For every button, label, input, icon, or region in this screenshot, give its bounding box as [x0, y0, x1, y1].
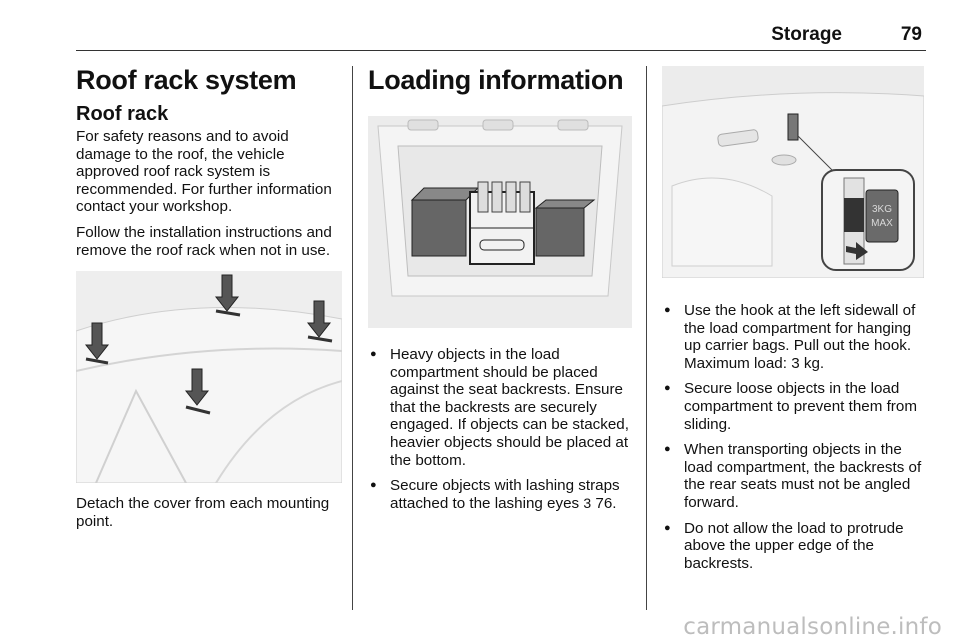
section-title: Storage: [771, 24, 842, 45]
page-reference-arrow-icon: 3: [583, 494, 592, 511]
detach-cover-caption: Detach the cover from each mounting point.: [76, 495, 330, 530]
list-item: ● Secure loose objects in the load compartment to prevent them from sliding.: [662, 380, 928, 433]
sidewall-hook-illustration: [662, 66, 924, 278]
roof-rack-system-heading: Roof rack system: [76, 65, 297, 95]
load-compartment-drawing: [368, 116, 632, 328]
column-hook-information: [662, 64, 928, 580]
column-divider-1: [352, 66, 353, 610]
page-number: 79: [900, 24, 922, 45]
hook-max-label-bottom: MAX: [871, 218, 893, 229]
column-roof-rack: [76, 64, 342, 538]
roof-rack-subheading: Roof rack: [76, 103, 169, 125]
column-divider-2: [646, 66, 647, 610]
loading-bullet-list: [368, 346, 632, 512]
lashing-straps-text: Secure objects with lashing straps attached to the lashing eyes: [390, 477, 620, 512]
list-item: [368, 477, 632, 512]
roof-rack-illustration: [76, 271, 342, 483]
sidewall-hook-drawing: [662, 66, 924, 278]
column-loading-information: [368, 64, 632, 520]
roof-rack-drawing: [76, 271, 342, 483]
page-reference-number[interactable]: 76.: [595, 494, 617, 512]
list-item: ● Heavy objects in the load compartment should be placed against the seat backrests. Ensure that the backrests are securely engaged. If objects can be stacked, heavier objects should be placed at the bottom.: [368, 346, 632, 469]
hook-max-label-top: 3KG: [871, 204, 893, 215]
roof-rack-safety-paragraph: For safety reasons and to avoid damage to the roof, the vehicle approved roof rack system is recommended. For further information contact your workshop.: [76, 128, 332, 216]
watermark: carmanualsonline.info: [683, 614, 942, 640]
hook-bullet-list: [662, 302, 928, 572]
loading-information-heading: Loading information: [368, 65, 624, 95]
list-item: ● Use the hook at the left sidewall of the load compartment for hanging up carrier bags. Pull out the hook. Maximum load: 3 kg.: [662, 302, 928, 372]
roof-rack-install-paragraph: Follow the installation instructions and remove the roof rack when not in use.: [76, 223, 332, 259]
list-item: ● Do not allow the load to protrude above the upper edge of the backrests.: [662, 520, 928, 573]
list-item: ● When transporting objects in the load compartment, the backrests of the rear seats must not be angled forward.: [662, 441, 928, 511]
load-compartment-illustration: [368, 116, 632, 328]
page-header: [76, 0, 926, 51]
